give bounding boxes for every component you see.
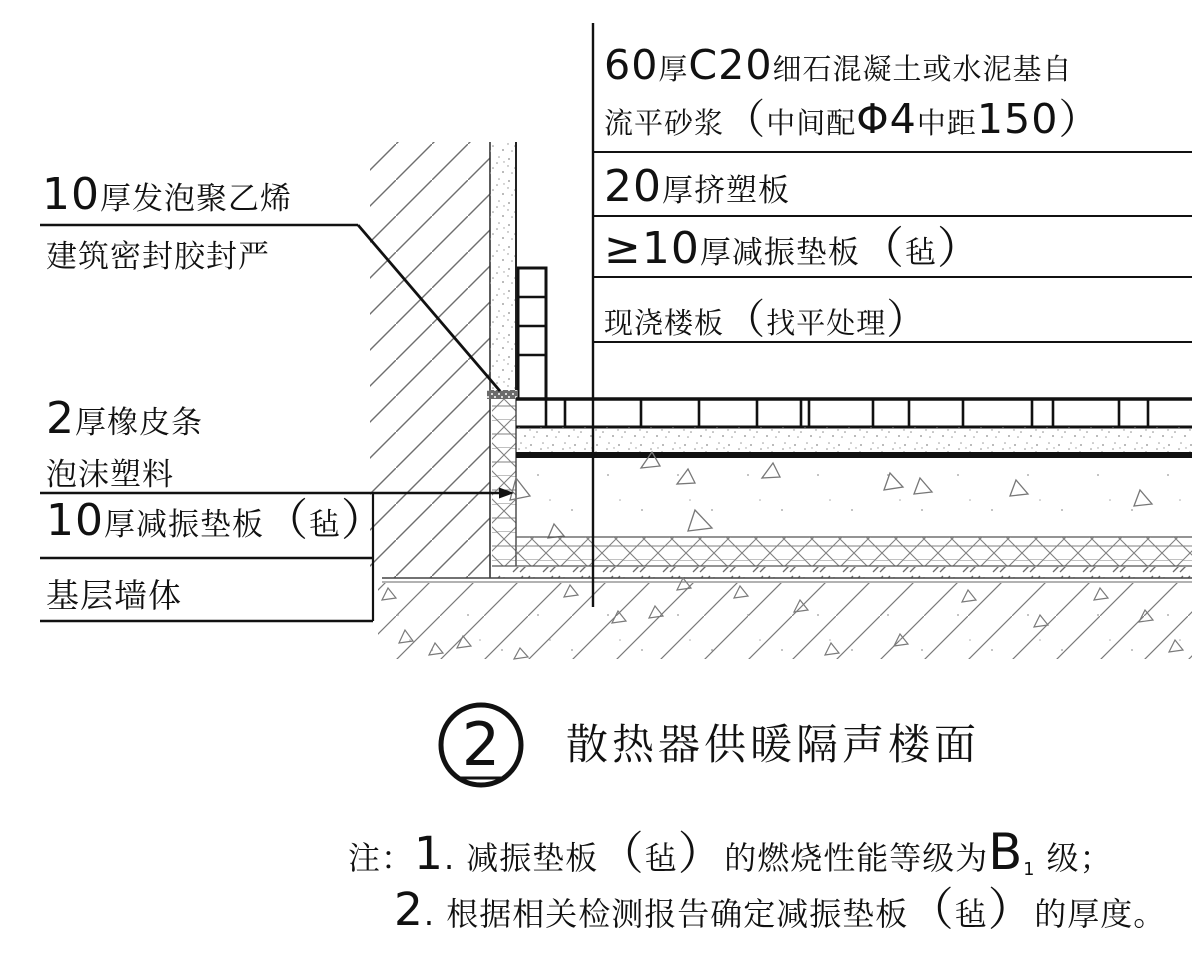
label-xps-board: 20厚挤塑板 bbox=[604, 161, 791, 212]
label-rubber-strip: 2厚橡皮条 bbox=[46, 393, 204, 444]
label-base-wall: 基层墙体 bbox=[46, 576, 182, 615]
label-screed-line2: 流平砂浆（中间配Φ4中距150） bbox=[604, 95, 1101, 143]
note-1 bbox=[348, 823, 1113, 884]
label-foam-plastic: 泡沫塑料 bbox=[46, 457, 174, 493]
detail-title: 散热器供暖隔声楼面 bbox=[566, 720, 981, 769]
substrate-hatch bbox=[378, 578, 1192, 659]
label-damping-pad: ≥10厚减振垫板（毡） bbox=[604, 223, 982, 274]
sealant-joint bbox=[487, 390, 518, 399]
note-1-grade-subscript: 1 bbox=[1023, 860, 1036, 881]
wall-damping-strip bbox=[492, 399, 516, 566]
label-pe-foam: 10厚发泡聚乙烯 bbox=[42, 169, 293, 220]
label-cast-slab: 现浇楼板（找平处理） bbox=[604, 295, 929, 343]
note-1-text: 注：1. 减振垫板（毡）的燃烧性能等级为 bbox=[348, 827, 989, 880]
label-wall-damping-pad: 10厚减振垫板（毡） bbox=[46, 495, 387, 546]
note-1-suffix: 级； bbox=[1046, 839, 1113, 877]
note-1-grade-letter: B bbox=[988, 823, 1024, 881]
wall-plaster-strip bbox=[490, 142, 516, 399]
screed-joints bbox=[546, 399, 1148, 427]
label-screed-line1: 60厚C20细石混凝土或水泥基自 bbox=[604, 41, 1073, 89]
note-2: 2. 根据相关检测报告确定减振垫板（毡）的厚度。 bbox=[394, 883, 1167, 936]
skirting bbox=[518, 268, 546, 399]
detail-number: 2 bbox=[461, 710, 501, 780]
label-sealant: 建筑密封胶封严 bbox=[46, 239, 270, 275]
